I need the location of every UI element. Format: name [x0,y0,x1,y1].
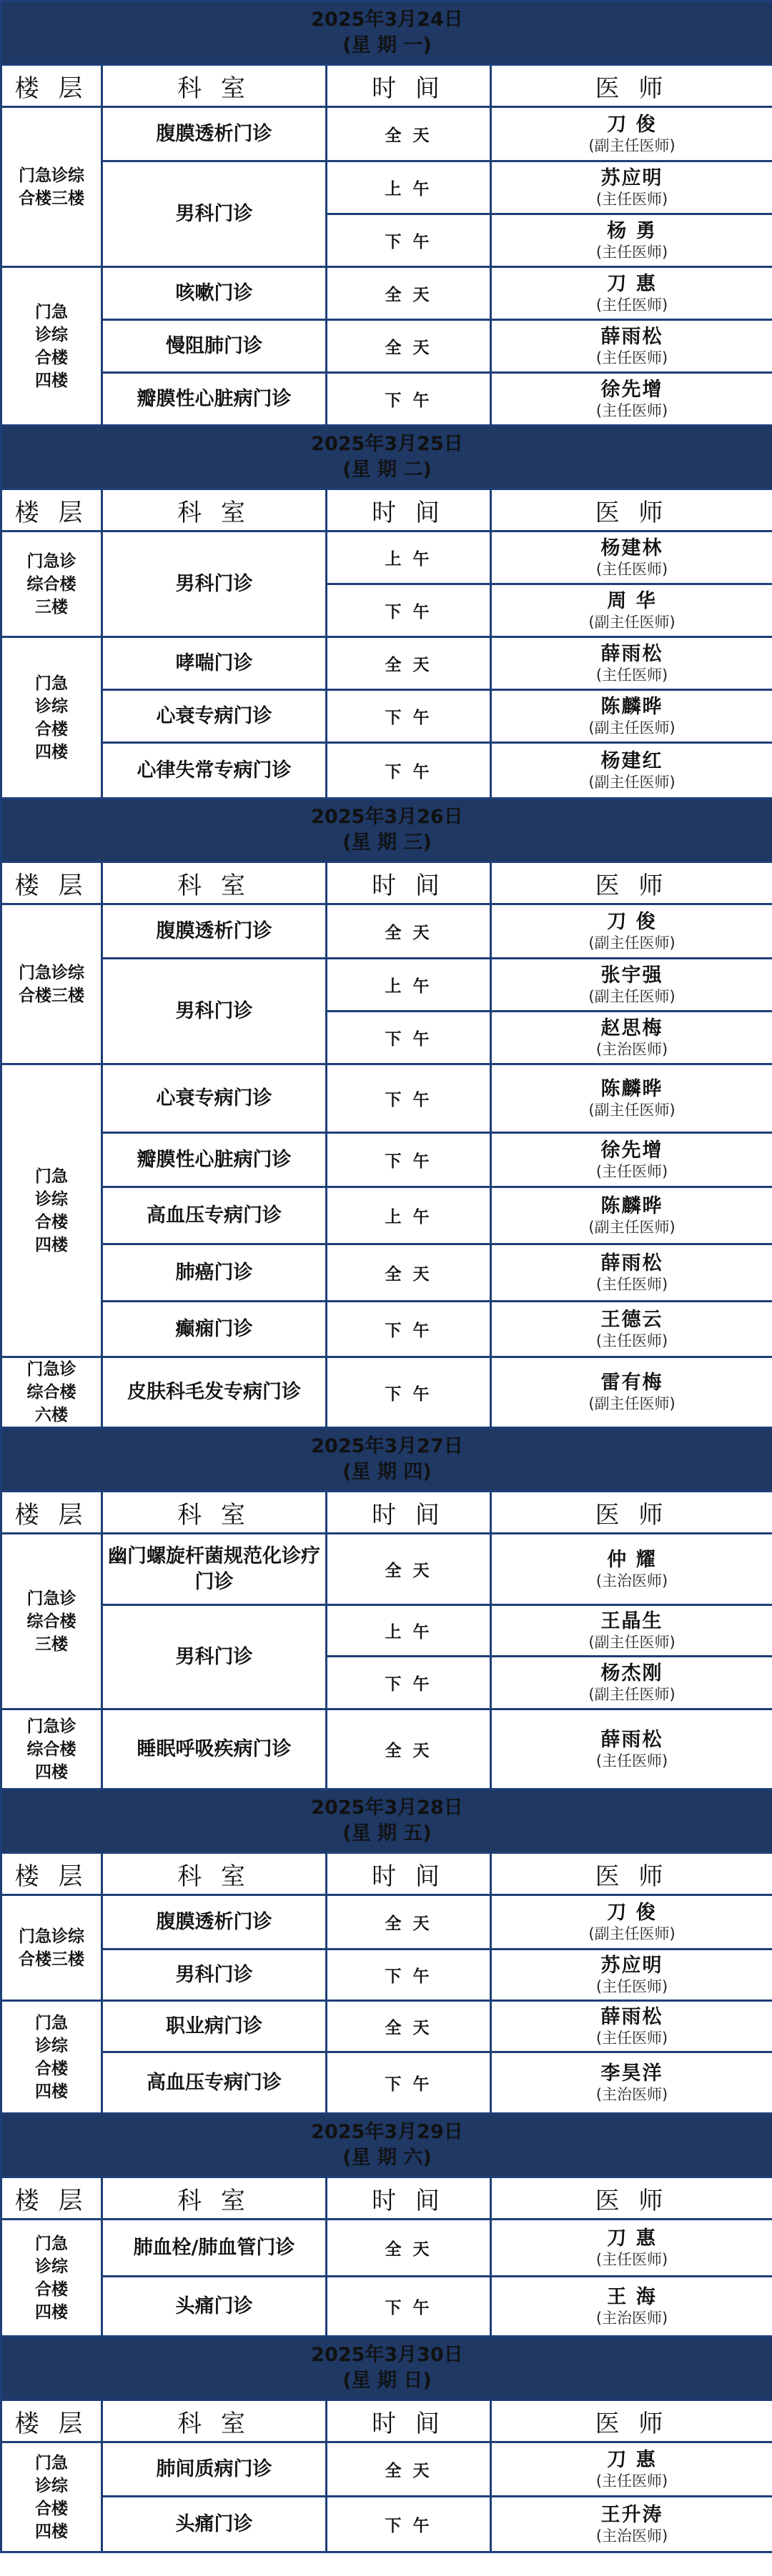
doctor-name: 薛雨松 [600,325,663,348]
doctor-title: (主任医师) [595,666,668,684]
doctor-cell [491,690,772,743]
time-cell: 下 午 [327,1657,491,1709]
floor-column-header: 楼 层 [1,1853,102,1895]
schedule-row [1,2277,772,2337]
floor-column-header: 楼 层 [1,1492,102,1534]
column-header-row [1,1853,772,1895]
doctor-name: 陈麟晔 [600,695,663,718]
schedule-row [1,2442,772,2497]
schedule-row [1,637,772,690]
doctor-title: (主任医师) [595,243,668,261]
doctor-title: (主治医师) [595,1040,668,1058]
department-cell: 咳嗽门诊 [102,267,327,320]
doctor-title: (主治医师) [595,2085,668,2103]
department-cell: 肺间质病门诊 [102,2442,327,2497]
time-column-header: 时 间 [327,2400,491,2442]
doctor-title: (副主任医师) [588,1685,676,1703]
doctor-name: 刀 惠 [607,272,657,295]
doctor-name: 陈麟晔 [600,1194,663,1217]
doctor-title: (副主任医师) [588,987,676,1005]
doctor-title: (主任医师) [595,1752,668,1769]
doctor-name: 仲 耀 [607,1548,657,1571]
doctor-title: (副主任医师) [588,719,676,737]
department-cell: 皮肤科毛发专病门诊 [102,1357,327,1428]
doctor-cell [491,1187,772,1244]
schedule-row [1,2220,772,2277]
doctor-cell [491,2220,772,2277]
doctor-cell [491,1244,772,1302]
schedule-row [1,1187,772,1244]
doctor-name: 王德云 [600,1308,663,1331]
doctor-cell [491,2052,772,2114]
time-cell: 下 午 [327,743,491,799]
doctor-title: (副主任医师) [588,773,676,791]
doctor-name: 王升涛 [600,2503,663,2526]
doctor-cell [491,1133,772,1187]
department-cell: 头痛门诊 [102,2277,327,2337]
day-header [1,1428,772,1492]
department-cell: 心律失常专病门诊 [102,743,327,799]
day-weekday: (星 期 日) [342,2370,432,2392]
schedule-row [1,690,772,743]
department-cell: 高血压专病门诊 [102,1187,327,1244]
day-date: 2025年3月25日 [311,433,463,455]
day-weekday: (星 期 一) [342,34,432,56]
department-cell: 男科门诊 [102,1950,327,2001]
floor-column-header: 楼 层 [1,862,102,904]
time-cell: 全 天 [327,2442,491,2497]
doctor-title: (主任医师) [595,190,668,208]
department-cell: 肺癌门诊 [102,1244,327,1302]
doctor-title: (主任医师) [595,2472,668,2490]
doctor-name: 赵思梅 [600,1017,663,1039]
doctor-name: 杨建红 [600,749,663,772]
department-cell: 肺血栓/肺血管门诊 [102,2220,327,2277]
day-header-row [1,1,772,65]
department-cell: 心衰专病门诊 [102,1064,327,1133]
department-cell: 哮喘门诊 [102,637,327,690]
doctor-cell [491,2442,772,2497]
doctor-cell [491,1605,772,1657]
day-date: 2025年3月27日 [311,1435,463,1457]
floor-cell: 门急诊综 合楼三楼 [1,904,102,1064]
doctor-name: 陈麟晔 [600,1077,663,1100]
floor-cell: 门急 诊综 合楼 四楼 [1,637,102,799]
day-date: 2025年3月26日 [311,806,463,828]
time-cell: 下 午 [327,373,491,426]
floor-cell: 门急 诊综 合楼 四楼 [1,2442,102,2552]
doctor-cell [491,1064,772,1133]
department-column-header: 科 室 [102,2177,327,2220]
time-cell: 全 天 [327,1244,491,1302]
doctor-name: 薛雨松 [600,1252,663,1274]
schedule-row [1,1064,772,1133]
department-cell: 睡眠呼吸疾病门诊 [102,1709,327,1789]
doctor-cell [491,1950,772,2001]
time-cell: 全 天 [327,107,491,161]
floor-cell: 门急 诊综 合楼 四楼 [1,2220,102,2337]
schedule-row [1,1534,772,1605]
doctor-cell [491,161,772,214]
department-column-header: 科 室 [102,1492,327,1534]
doctor-title: (副主任医师) [588,1395,676,1412]
doctor-title: (副主任医师) [588,1218,676,1236]
floor-column-header: 楼 层 [1,2177,102,2220]
time-cell: 上 午 [327,1187,491,1244]
schedule-row [1,373,772,426]
schedule-row [1,959,772,1012]
doctor-name: 徐先增 [600,378,663,401]
time-cell: 下 午 [327,584,491,637]
schedule-row [1,531,772,584]
time-column-header: 时 间 [327,65,491,107]
doctor-title: (副主任医师) [588,1633,676,1651]
doctor-title: (主任医师) [595,1275,668,1293]
doctor-name: 周 华 [607,589,657,612]
doctor-title: (主任医师) [595,401,668,419]
day-header [1,799,772,862]
time-cell: 下 午 [327,1950,491,2001]
schedule-row [1,1709,772,1789]
day-header-row [1,426,772,489]
doctor-name: 薛雨松 [600,1728,663,1751]
time-cell: 下 午 [327,690,491,743]
floor-cell: 门急 诊综 合楼 四楼 [1,267,102,426]
doctor-title: (副主任医师) [588,136,676,154]
doctor-title: (主治医师) [595,2309,668,2327]
schedule-row [1,2001,772,2052]
doctor-cell [491,1012,772,1064]
doctor-cell [491,373,772,426]
time-cell: 上 午 [327,161,491,214]
department-cell: 瓣膜性心脏病门诊 [102,1133,327,1187]
doctor-title: (主任医师) [595,349,668,366]
time-cell: 全 天 [327,904,491,959]
schedule-row [1,1950,772,2001]
day-weekday: (星 期 三) [342,832,432,854]
time-cell: 全 天 [327,320,491,373]
schedule-row [1,743,772,799]
day-date: 2025年3月29日 [311,2121,463,2143]
doctor-title: (主任医师) [595,2029,668,2047]
doctor-cell [491,531,772,584]
time-cell: 全 天 [327,2001,491,2052]
time-column-header: 时 间 [327,489,491,531]
floor-cell: 门急诊 综合楼 三楼 [1,531,102,637]
schedule-row [1,267,772,320]
schedule-row [1,107,772,161]
column-header-row [1,1492,772,1534]
time-cell: 下 午 [327,2497,491,2552]
time-cell: 下 午 [327,214,491,267]
department-column-header: 科 室 [102,489,327,531]
day-header-row [1,799,772,862]
doctor-name: 王 海 [607,2285,657,2308]
time-cell: 全 天 [327,637,491,690]
time-cell: 全 天 [327,267,491,320]
time-cell: 下 午 [327,1133,491,1187]
day-date: 2025年3月24日 [311,9,463,31]
doctor-cell [491,1895,772,1950]
day-header-row [1,1789,772,1853]
doctor-name: 苏应明 [600,166,663,189]
floor-cell: 门急诊综 合楼三楼 [1,1895,102,2001]
day-header-row [1,2337,772,2400]
doctor-name: 刀 俊 [607,910,657,933]
schedule-row [1,904,772,959]
doctor-cell [491,1357,772,1428]
doctor-name: 李昊洋 [600,2062,663,2085]
day-weekday: (星 期 二) [342,459,432,481]
doctor-cell [491,214,772,267]
floor-column-header: 楼 层 [1,489,102,531]
doctor-column-header: 医 师 [491,2400,772,2442]
column-header-row [1,489,772,531]
doctor-name: 张宇强 [600,964,663,987]
doctor-name: 王晶生 [600,1609,663,1632]
doctor-cell [491,1302,772,1357]
department-column-header: 科 室 [102,1853,327,1895]
day-header [1,426,772,489]
time-cell: 全 天 [327,2220,491,2277]
column-header-row [1,2400,772,2442]
column-header-row [1,65,772,107]
time-cell: 上 午 [327,531,491,584]
doctor-title: (主任医师) [595,1162,668,1180]
doctor-title: (主任医师) [595,560,668,578]
doctor-column-header: 医 师 [491,65,772,107]
time-column-header: 时 间 [327,862,491,904]
department-cell: 头痛门诊 [102,2497,327,2552]
doctor-cell [491,743,772,799]
schedule-row [1,161,772,214]
floor-cell: 门急诊综 合楼三楼 [1,107,102,267]
doctor-name: 雷有梅 [600,1372,663,1394]
time-column-header: 时 间 [327,1853,491,1895]
doctor-title: (副主任医师) [588,1924,676,1942]
floor-cell: 门急诊 综合楼 三楼 [1,1534,102,1709]
doctor-cell [491,1657,772,1709]
doctor-cell [491,584,772,637]
doctor-name: 徐先增 [600,1139,663,1162]
schedule-row [1,2052,772,2114]
day-weekday: (星 期 五) [342,1822,432,1844]
doctor-column-header: 医 师 [491,489,772,531]
doctor-title: (副主任医师) [588,934,676,952]
doctor-title: (主任医师) [595,2250,668,2268]
department-cell: 腹膜透析门诊 [102,904,327,959]
time-cell: 下 午 [327,1064,491,1133]
doctor-column-header: 医 师 [491,1853,772,1895]
doctor-name: 薛雨松 [600,2005,663,2028]
department-column-header: 科 室 [102,2400,327,2442]
doctor-name: 刀 惠 [607,2448,657,2471]
department-cell: 男科门诊 [102,161,327,267]
day-header-row [1,2114,772,2177]
day-header [1,2114,772,2177]
floor-cell: 门急诊 综合楼 六楼 [1,1357,102,1428]
schedule-row [1,320,772,373]
schedule-row [1,1605,772,1657]
doctor-title: (主任医师) [595,1332,668,1349]
doctor-cell [491,904,772,959]
department-cell: 职业病门诊 [102,2001,327,2052]
day-date: 2025年3月30日 [311,2344,463,2366]
schedule-row [1,1895,772,1950]
day-header-row [1,1428,772,1492]
department-cell: 心衰专病门诊 [102,690,327,743]
time-cell: 全 天 [327,1895,491,1950]
department-cell: 腹膜透析门诊 [102,1895,327,1950]
doctor-cell [491,107,772,161]
doctor-cell [491,2497,772,2552]
doctor-column-header: 医 师 [491,1492,772,1534]
floor-column-header: 楼 层 [1,65,102,107]
time-column-header: 时 间 [327,1492,491,1534]
schedule-row [1,2497,772,2552]
doctor-name: 刀 俊 [607,113,657,136]
floor-cell: 门急 诊综 合楼 四楼 [1,1064,102,1357]
doctor-cell [491,2277,772,2337]
doctor-name: 薛雨松 [600,642,663,665]
doctor-name: 杨建林 [600,536,663,559]
day-weekday: (星 期 六) [342,2147,432,2169]
doctor-cell [491,267,772,320]
doctor-column-header: 医 师 [491,862,772,904]
doctor-name: 杨杰刚 [600,1662,663,1684]
doctor-title: (副主任医师) [588,613,676,631]
doctor-cell [491,320,772,373]
schedule-row [1,1357,772,1428]
time-cell: 下 午 [327,2277,491,2337]
department-cell: 腹膜透析门诊 [102,107,327,161]
time-cell: 下 午 [327,1302,491,1357]
day-header [1,1789,772,1853]
time-cell: 下 午 [327,1357,491,1428]
doctor-title: (副主任医师) [588,1101,676,1119]
department-cell: 男科门诊 [102,1605,327,1709]
department-cell: 幽门螺旋杆菌规范化诊疗门诊 [102,1534,327,1605]
time-cell: 全 天 [327,1709,491,1789]
doctor-cell [491,2001,772,2052]
time-column-header: 时 间 [327,2177,491,2220]
department-cell: 男科门诊 [102,531,327,637]
day-weekday: (星 期 四) [342,1461,432,1483]
department-column-header: 科 室 [102,65,327,107]
doctor-title: (主治医师) [595,1572,668,1589]
floor-cell: 门急诊 综合楼 四楼 [1,1709,102,1789]
doctor-title: (主治医师) [595,2527,668,2545]
time-cell: 上 午 [327,1605,491,1657]
department-cell: 癫痫门诊 [102,1302,327,1357]
department-cell: 高血压专病门诊 [102,2052,327,2114]
department-cell: 慢阻肺门诊 [102,320,327,373]
doctor-cell [491,637,772,690]
doctor-cell [491,1534,772,1605]
column-header-row [1,862,772,904]
doctor-name: 刀 惠 [607,2227,657,2250]
time-cell: 下 午 [327,2052,491,2114]
department-cell: 男科门诊 [102,959,327,1064]
schedule-row [1,1244,772,1302]
doctor-name: 苏应明 [600,1954,663,1977]
doctor-title: (主任医师) [595,1977,668,1995]
doctor-name: 杨 勇 [607,219,657,242]
floor-cell: 门急 诊综 合楼 四楼 [1,2001,102,2114]
schedule-row [1,1302,772,1357]
day-date: 2025年3月28日 [311,1797,463,1819]
floor-column-header: 楼 层 [1,2400,102,2442]
time-cell: 全 天 [327,1534,491,1605]
time-cell: 下 午 [327,1012,491,1064]
department-column-header: 科 室 [102,862,327,904]
doctor-column-header: 医 师 [491,2177,772,2220]
time-cell: 上 午 [327,959,491,1012]
day-header [1,1,772,65]
doctor-name: 刀 俊 [607,1901,657,1924]
day-header [1,2337,772,2400]
doctor-cell [491,959,772,1012]
department-cell: 瓣膜性心脏病门诊 [102,373,327,426]
doctor-title: (主任医师) [595,296,668,314]
column-header-row [1,2177,772,2220]
doctor-cell [491,1709,772,1789]
schedule-row [1,1133,772,1187]
